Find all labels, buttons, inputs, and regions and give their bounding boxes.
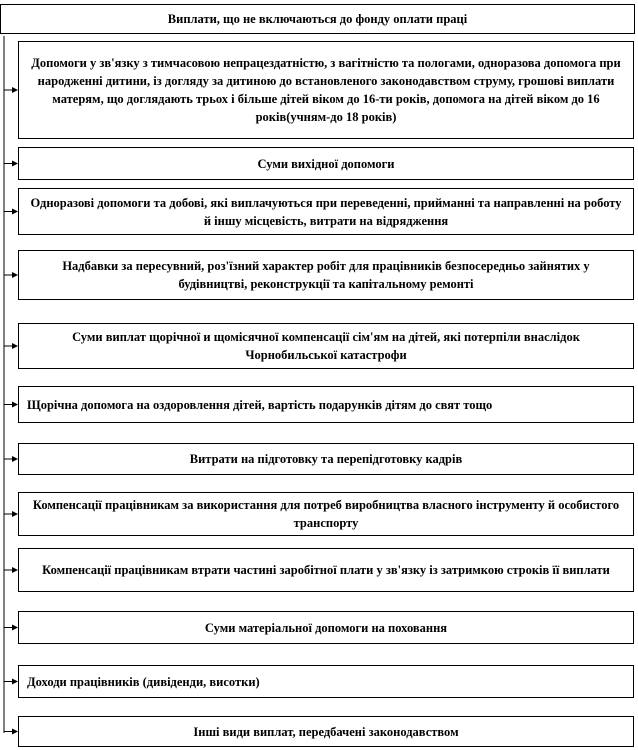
item-box-11: Доходи працівників (дивіденди, висотки) — [18, 665, 634, 698]
item-box-4: Надбавки за пересувний, роз'їзний характер робіт для працівників безпосередньо зайнятих у будівництві, реконструкції та капітальному ремонті — [18, 250, 634, 300]
arrows — [4, 87, 18, 735]
item-box-6: Щорічна допомога на оздоровлення дітей, вартість подарунків дітям до свят тощо — [18, 386, 634, 423]
item-box-9: Компенсації працівникам втрати частині заробітної плати у зв'язку із затримкою строків її виплати — [18, 548, 634, 592]
item-box-10: Суми матеріальної допомоги на поховання — [18, 611, 634, 644]
item-box-2: Суми вихідної допомоги — [18, 147, 634, 180]
item-box-1: Допомоги у зв'язку з тимчасовою непрацездатністю, з вагітністю та пологами, одноразова допомога при народженні дитини, із догляду за дитиною до встановленого законодавством струму, грошові виплати матерям, що доглядають трьох і більше дітей віком до 16-ти років, допомога на дітей віком до 16 років(учням-до 18 років) — [18, 41, 634, 139]
item-box-12: Інші види виплат, передбачені законодавством — [18, 716, 634, 747]
diagram-title: Виплати, що не включаються до фонду оплати праці — [0, 4, 635, 34]
item-box-7: Витрати на підготовку та перепідготовку кадрів — [18, 443, 634, 475]
item-box-5: Суми виплат щорічної и щомісячної компенсації сім'ям на дітей, які потерпіли внаслідок Чорнобильської катастрофи — [18, 323, 634, 369]
item-box-8: Компенсації працівникам за використання для потреб виробництва власного інструменту й особистого транспорту — [18, 492, 634, 536]
item-box-3: Одноразові допомоги та добові, які виплачуються при переведенні, прийманні та направленні на роботу й іншу місцевість, витрати на відрядження — [18, 188, 634, 235]
